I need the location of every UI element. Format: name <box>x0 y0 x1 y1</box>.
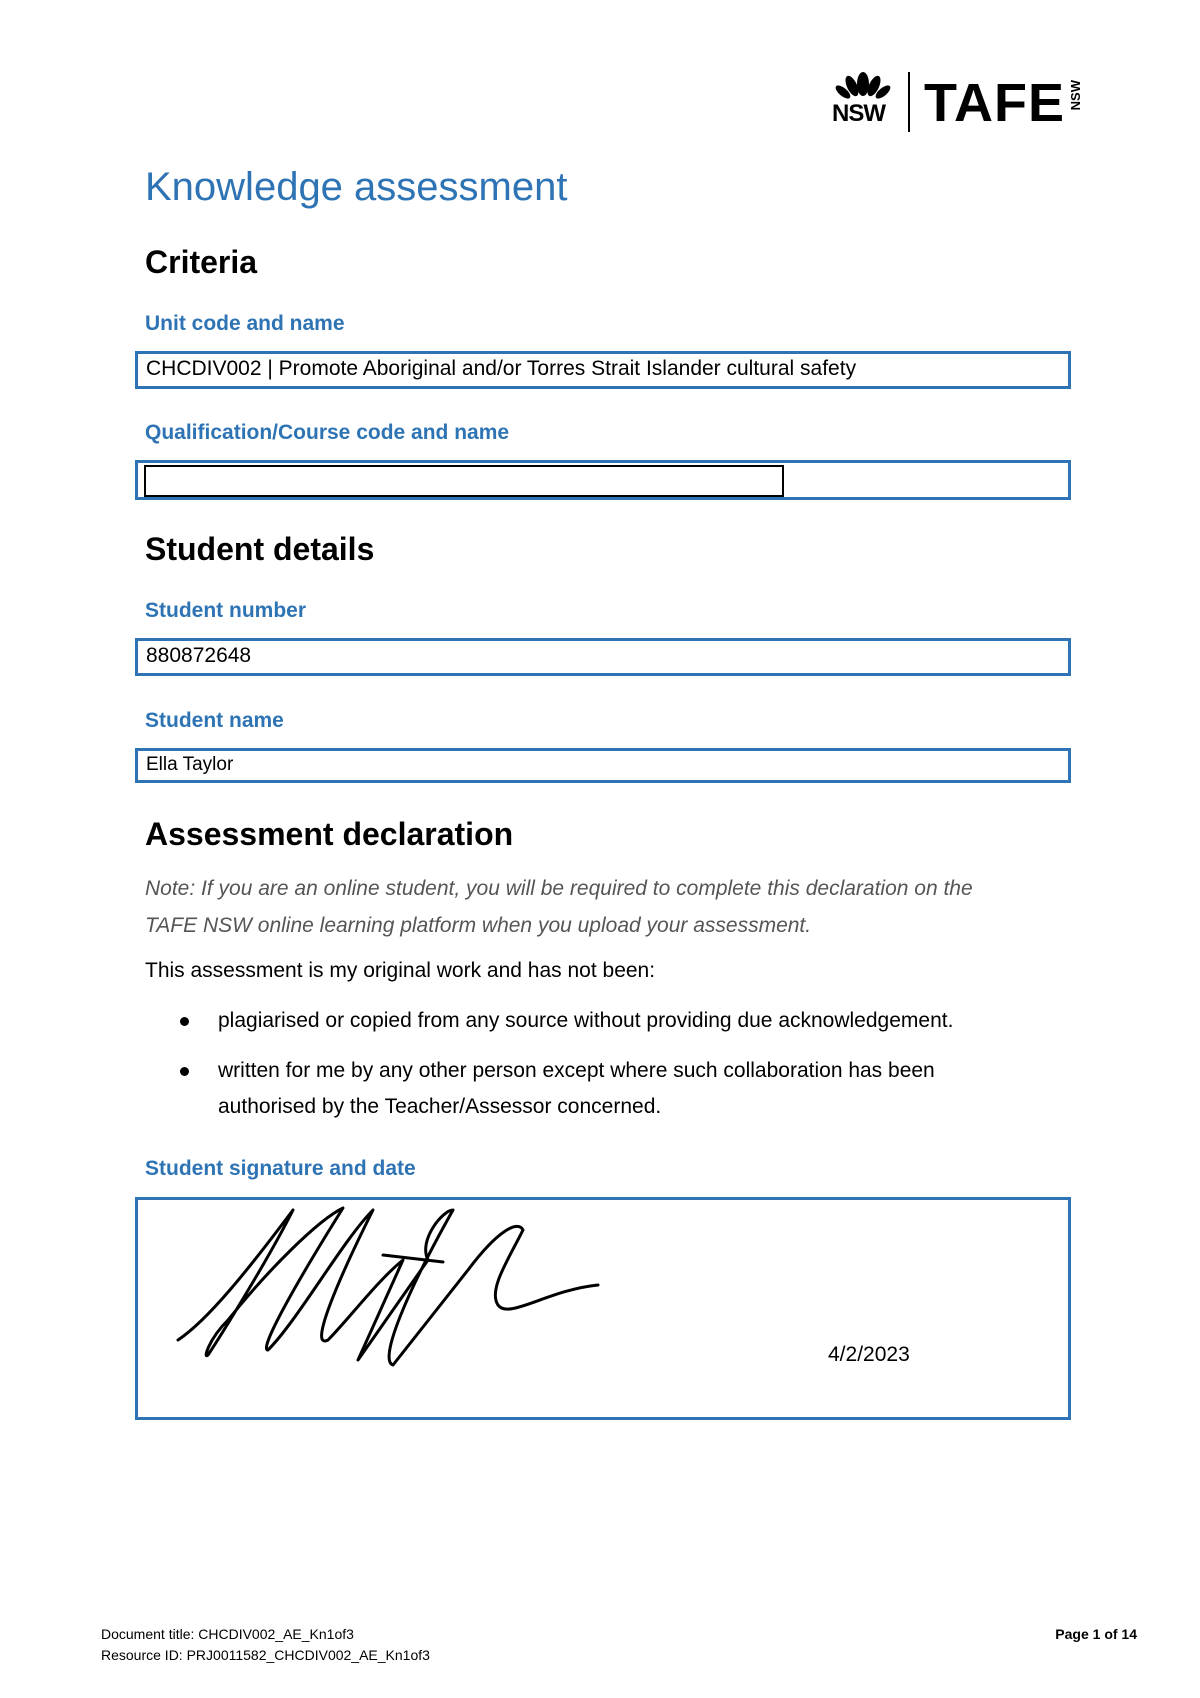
signature-date: 4/2/2023 <box>828 1343 910 1366</box>
note-line-2: TAFE NSW online learning platform when you upload your assessment. <box>145 914 812 937</box>
signature-box[interactable] <box>135 1197 1071 1420</box>
qualification-field[interactable] <box>135 460 1071 500</box>
tafe-logo <box>830 68 1100 134</box>
student-number-label: Student number <box>145 599 306 622</box>
note-line-1: Note: If you are an online student, you will be required to complete this declaration on the <box>145 877 973 900</box>
tafe-logo-text: TAFE <box>924 73 1065 133</box>
bullet-icon <box>180 1067 189 1076</box>
unit-field[interactable]: CHCDIV002 | Promote Aboriginal and/or Torres Strait Islander cultural safety <box>135 351 1071 389</box>
declaration-heading: Assessment declaration <box>145 816 514 852</box>
qualification-label: Qualification/Course code and name <box>145 421 510 444</box>
logo-divider <box>908 72 910 132</box>
student-number-field[interactable]: 880872648 <box>135 638 1071 676</box>
footer-resource-id: Resource ID: PRJ0011582_CHCDIV002_AE_Kn1of3 <box>101 1647 430 1663</box>
nsw-logo-text: NSW <box>832 100 885 127</box>
bullet-text: plagiarised or copied from any source without providing due acknowledgement. <box>218 1009 954 1032</box>
student-details-heading: Student details <box>145 531 375 567</box>
footer-document-title: Document title: CHCDIV002_AE_Kn1of3 <box>101 1626 354 1642</box>
signature-graphic <box>168 1200 638 1370</box>
student-name-label: Student name <box>145 709 284 732</box>
unit-label: Unit code and name <box>145 312 345 335</box>
page-title: Knowledge assessment <box>145 165 568 209</box>
footer-page-number: Page 1 of 14 <box>1055 1626 1137 1642</box>
bullet-text: written for me by any other person except where such collaboration has been authorised by the Teacher/Assessor concerned. <box>218 1059 935 1118</box>
declaration-intro: This assessment is my original work and has not been: <box>145 959 656 982</box>
declaration-note <box>145 870 1045 944</box>
qualification-input[interactable] <box>144 465 784 497</box>
signature-label: Student signature and date <box>145 1157 416 1180</box>
criteria-heading: Criteria <box>145 244 258 280</box>
bullet-icon <box>180 1017 189 1026</box>
student-name-field[interactable]: Ella Taylor <box>135 748 1071 783</box>
tafe-nsw-text: NSW <box>1068 80 1083 111</box>
